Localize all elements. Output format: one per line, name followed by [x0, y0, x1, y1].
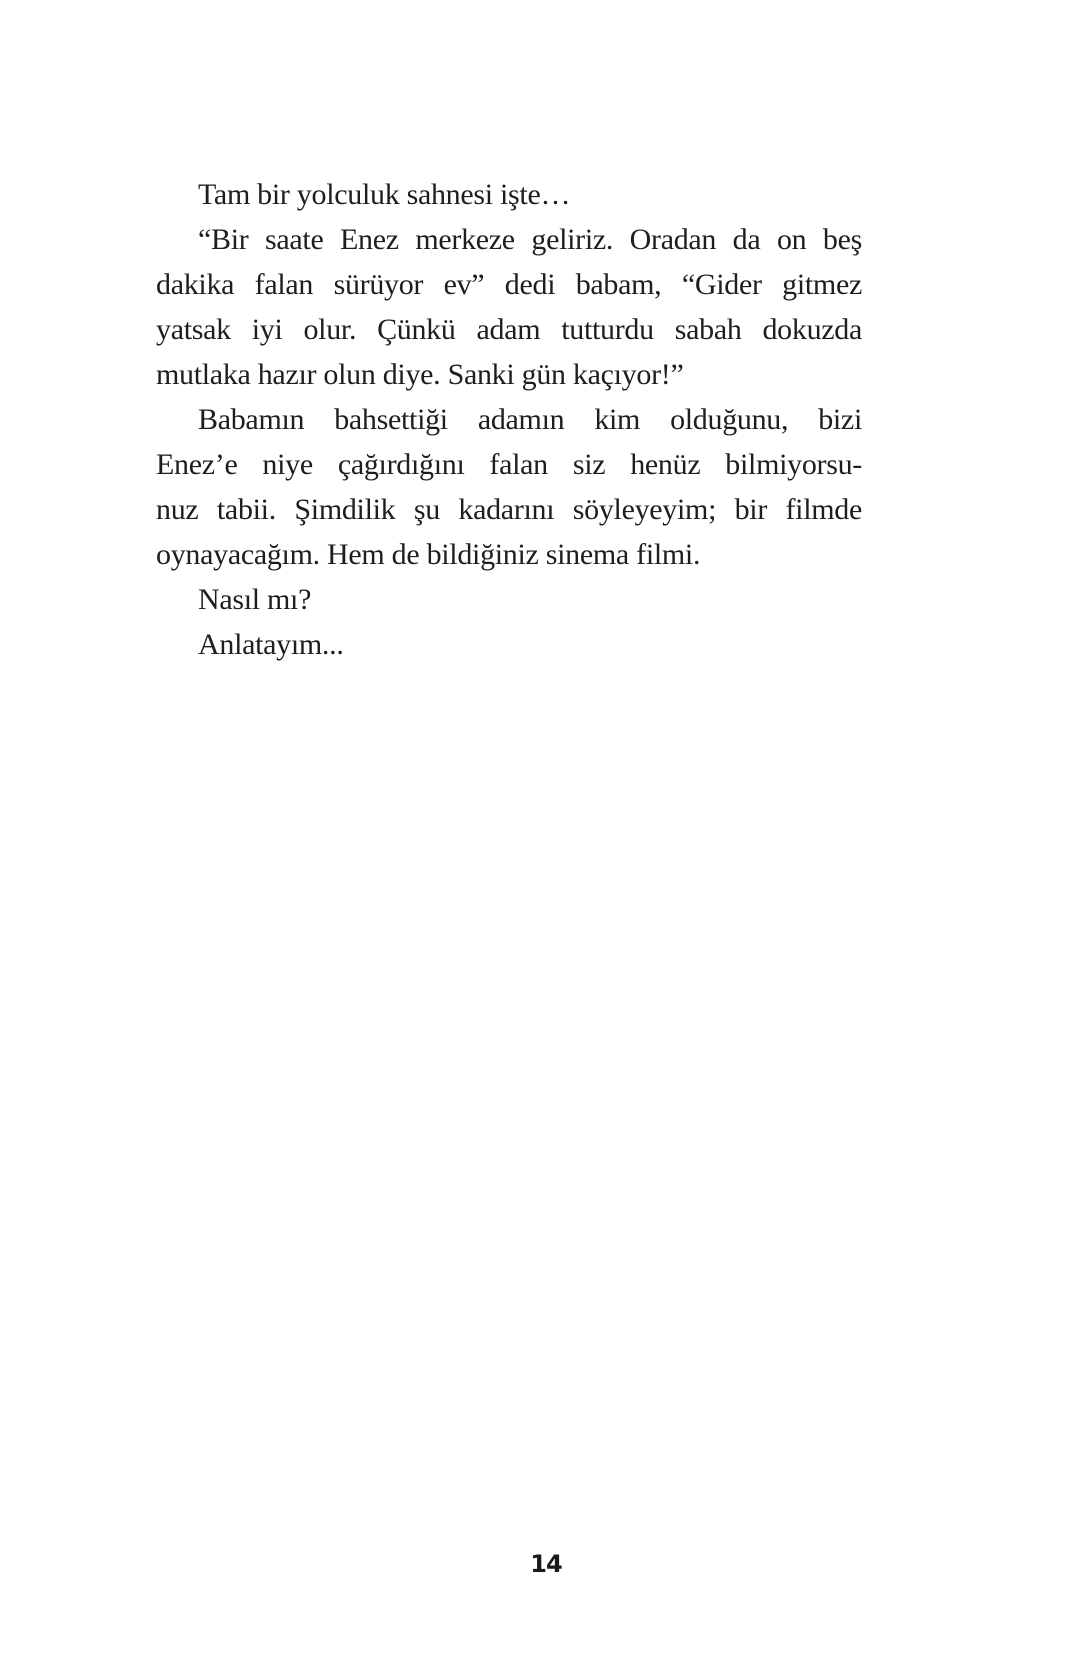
text-line: Anlatayım... — [198, 628, 344, 661]
text-line: Nasıl mı? — [198, 583, 312, 616]
text-line: oynayacağım. Hem de bildiğiniz sinema filmi. — [156, 538, 701, 571]
text-line: nuz tabii. Şimdilik şu kadarını söyleyeyim; bir filmde — [156, 493, 862, 526]
body-text — [156, 172, 866, 667]
text-line: Tam bir yolculuk sahnesi işte… — [198, 178, 571, 211]
text-line: dakika falan sürüyor ev” dedi babam, “Gider gitmez — [156, 268, 862, 301]
text-line: mutlaka hazır olun diye. Sanki gün kaçıyor!” — [156, 358, 684, 391]
page-number: 14 — [530, 1550, 562, 1578]
text-line: Enez’e niye çağırdığını falan siz henüz bilmiyorsu- — [156, 448, 862, 481]
text-line: yatsak iyi olur. Çünkü adam tutturdu sabah dokuzda — [156, 313, 862, 346]
text-line: “Bir saate Enez merkeze geliriz. Oradan da on beş — [198, 223, 862, 256]
text-line: Babamın bahsettiği adamın kim olduğunu, bizi — [198, 403, 862, 436]
